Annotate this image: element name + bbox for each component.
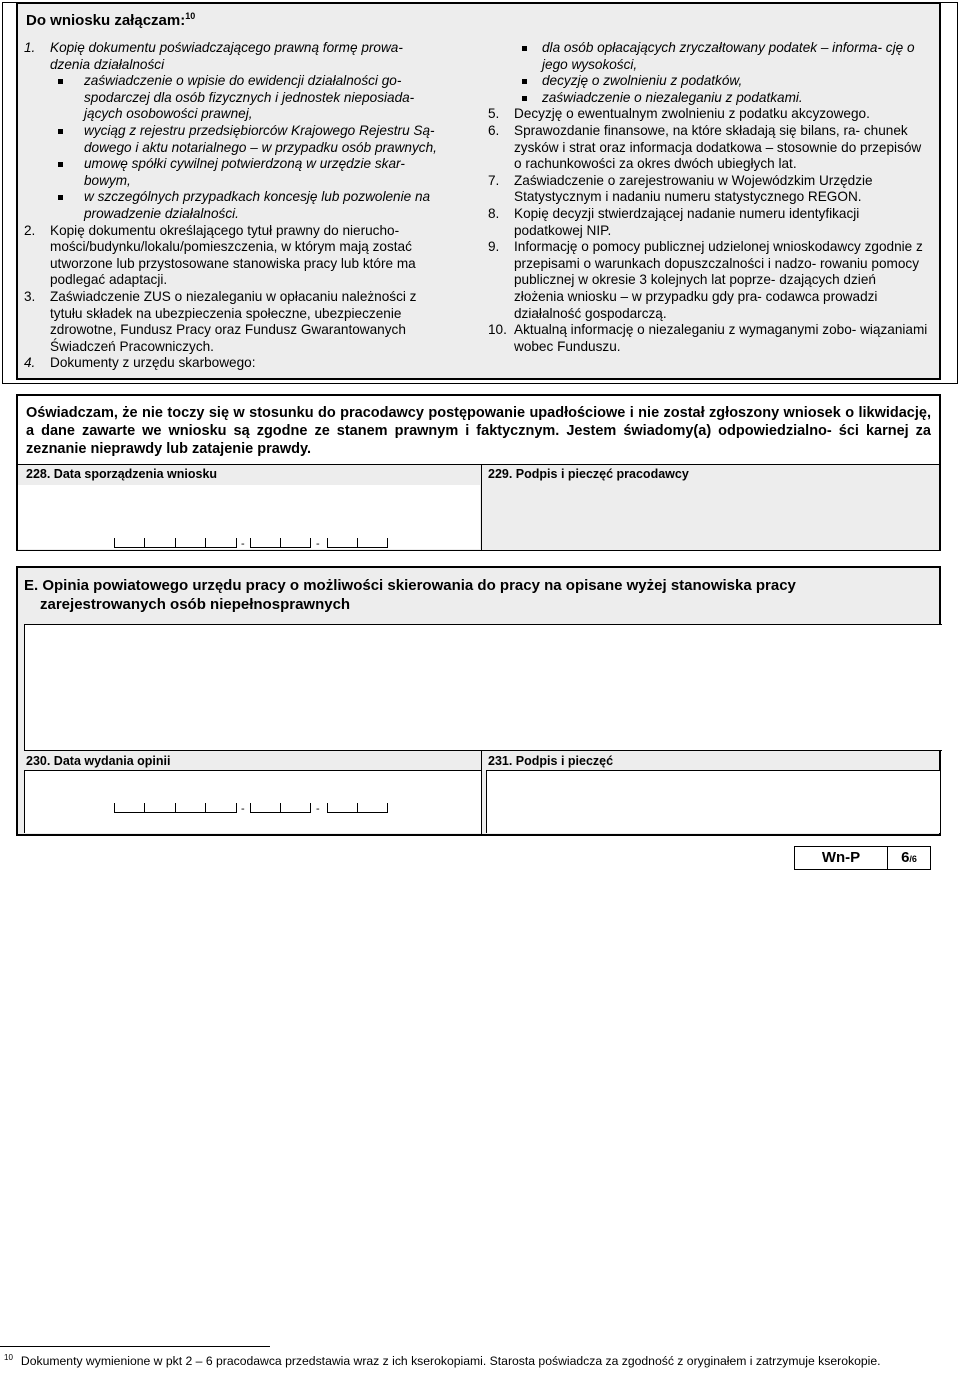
item-text: Sprawozdanie finansowe, na które składają się bilans, ra- chunek zysków i strat oraz informacja dodatkowa – stosownie do przepisów o rachunkowości za okres dwóch ubiegłych lat. [514,122,922,172]
item-number: 8. [488,205,500,221]
attachment-item-7 [488,173,928,206]
opinion-section [16,566,941,836]
opinion-title-line-2: zarejestrowanych osób niepełnosprawnych [40,596,351,613]
bullet-icon [58,162,63,167]
page-number: 6 [901,849,910,866]
item-text: Dokumenty z urzędu skarbowego: [50,355,256,371]
item-text: Zaświadczenie ZUS o niezaleganiu w opłacaniu należności z tytułu składek na ubezpieczenia społeczne, ubezpieczenie zdrowotne, Fundusz Pracy oraz Fundusz Gwarantowanych Świadczeń Pracowniczych. [50,288,417,354]
date-boxes [114,538,404,548]
attachments-right-column [488,40,928,355]
item-text: Kopię dokumentu poświadczającego prawną formę prowa- dzenia działalności [50,40,403,72]
attachment-item-5 [488,106,928,123]
signature-231-input[interactable] [486,770,940,833]
attachments-left-column [24,40,439,372]
bullet-icon [58,195,63,200]
footnote-text: Dokumenty wymienione w pkt 2 – 6 pracodawca przedstawia wraz z ich kserokopiami. Starosta poświadcza za zgodność z oryginałem i zatrzymuje kserokopie. [20,1354,881,1369]
signature-229-input[interactable] [482,485,939,549]
item-text: Kopię dokumentu określającego tytuł prawny do nierucho- mości/budynku/lokalu/pomieszczenia, w którym mają zostać utworzone lub przystosowane stanowiska pracy lub które ma podlegać adaptacji. [50,222,416,288]
bullet-icon [58,129,63,134]
date-228-input[interactable] [18,485,480,549]
attachment-subitem [24,189,439,222]
item-number: 2. [24,222,36,238]
bullet-icon [522,46,527,51]
footnote-separator [0,1346,270,1347]
declaration-text: Oświadczam, że nie toczy się w stosunku do pracodawcy postępowanie upadłościowe i nie został zgłoszony wniosek o likwidację, a dane zawarte we wniosku są zgodne ze stanem prawnym i faktycznym. Jestem świadomy(a) odpowiedzialno- ści karnej za zeznanie nieprawdy lub zatajenie prawdy. [26,405,931,457]
field-229-label: 229. Podpis i pieczęć pracodawcy [488,467,689,481]
subitem-text: wyciąg z rejestru przedsiębiorców Krajowego Rejestru Są- dowego i aktu notarialnego – w przypadku osób prawnych, [84,122,437,155]
attachment-item-1 [24,40,439,73]
attachment-item-6 [488,123,928,173]
subitem-text: w szczególnych przypadkach koncesję lub pozwolenie na prowadzenie działalności. [84,189,431,221]
item-number: 1. [24,40,36,55]
item-text: Aktualną informację o niezaleganiu z wymaganymi zobo- wiązaniami wobec Funduszu. [514,322,928,354]
attachment-item-10 [488,322,928,355]
declaration-fields [18,464,939,550]
bullet-icon [522,79,527,84]
item-number: 4. [24,355,36,371]
item-text: Zaświadczenie o zarejestrowaniu w Wojewódzkim Urzędzie Statystycznym i nadaniu numeru statystycznego REGON. [514,172,873,205]
date-dash: - [241,803,245,815]
page-indicator [888,847,930,869]
opinion-text-area[interactable] [24,624,942,751]
attachments-title [26,11,195,29]
footnote-mark: 10 [4,1353,13,1362]
subitem-text: zaświadczenie o wpisie do ewidencji działalności go- spodarczej dla osób fizycznych i jednostek nieposiada- jących osobowości prawnej, [84,73,415,122]
bullet-icon [58,79,63,84]
attachment-subitem [488,90,928,107]
attachment-item-4 [24,355,439,372]
attachment-item-9 [488,239,928,322]
declaration-section [16,394,941,551]
field-231-label: 231. Podpis i pieczęć [488,754,614,768]
attachment-subitem [24,123,439,156]
subitem-text: decyzję o zwolnieniu z podatków, [542,73,743,89]
attachments-section [16,2,941,380]
form-id-box [794,846,931,870]
field-230-label: 230. Data wydania opinii [26,754,171,768]
item-number: 10. [488,322,507,338]
opinion-title [24,576,924,614]
date-230-input[interactable] [24,770,482,833]
page-total: /6 [909,854,917,864]
bullet-icon [522,96,527,101]
attachment-subitem [488,73,928,90]
item-number: 3. [24,288,36,304]
attachments-title-text: Do wniosku załączam: [26,12,186,29]
date-dash: - [316,538,320,550]
attachment-item-2 [24,223,439,289]
item-number: 5. [488,106,500,122]
opinion-title-line-1: E. Opinia powiatowego urzędu pracy o możliwości skierowania do pracy na opisane wyżej stanowiska pracy [24,577,796,594]
field-228-label: 228. Data sporządzenia wniosku [26,467,218,481]
attachment-subitem [24,73,439,123]
attachment-item-8 [488,206,928,239]
date-dash: - [316,803,320,815]
form-code: Wn-P [795,847,888,869]
attachment-item-3 [24,289,439,355]
attachment-subitem [24,156,439,189]
item-number: 7. [488,172,500,188]
item-text: Informację o pomocy publicznej udzielonej wnioskodawcy zgodnie z przepisami o warunkach dopuszczalności i nadzo- rowaniu pomocy publicznej w okresie 3 kolejnych lat poprze- dzających dzień złożenia wniosku – w przypadku gdy pra- codawca prowadzi działalność gospodarczą. [514,239,923,321]
item-number: 9. [488,239,500,255]
subitem-text: dla osób opłacających zryczałtowany podatek – informa- cję o jego wysokości, [542,40,915,72]
footnote [4,1350,952,1369]
attachment-subitem [488,40,928,73]
footnote-ref: 10 [185,11,196,21]
date-boxes [114,803,404,813]
item-number: 6. [488,122,500,138]
item-text: Kopię decyzji stwierdzającej nadanie numeru identyfikacji podatkowej NIP. [514,205,860,238]
subitem-text: zaświadczenie o niezaleganiu z podatkami. [542,89,803,105]
date-dash: - [241,538,245,550]
item-text: Decyzję o ewentualnym zwolnieniu z podatku akcyzowego. [514,106,870,122]
subitem-text: umowę spółki cywilnej potwierdzoną w urzędzie skar- bowym, [84,156,405,188]
